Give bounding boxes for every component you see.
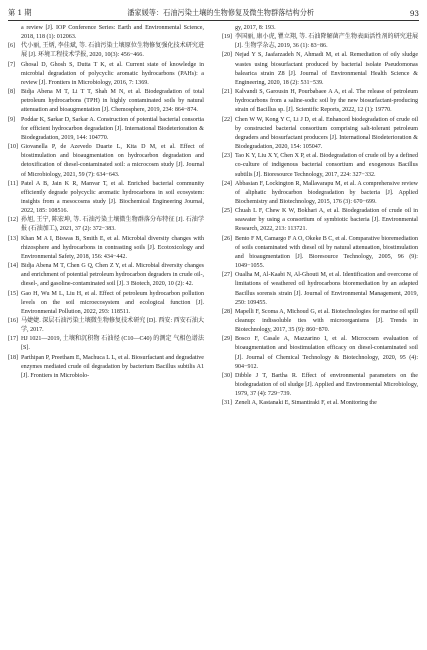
reference-number: [19]: [222, 34, 233, 41]
reference-text: Chen W W, Kong Y C, Li J D, et al. Enhanced biodegradation of crude oil by constructed bacterial consortium comprising salt-tolerant petroleum degraders and biosurfactant producers [J]. International Biodeterioration & Biodegradation, 2020, 154: 105047.: [235, 116, 418, 151]
reference-text: HJ 1021—2019, 土壤和沉积物 石油烃 (C10—C40) 的测定 气相色谱法 [S].: [21, 336, 204, 352]
reference-number: [17]: [8, 336, 19, 343]
reference-entry: [8, 180, 204, 217]
reference-text: Mapelli F, Scoma A, Michoud G, et al. Biotechnologies for marine oil spill cleanup: indissoluble ties with microorganisms [J]. Trends in Biotechnology, 2017, 35 (9): 860−870.: [235, 308, 418, 334]
reference-entry: [222, 33, 418, 51]
reference-number: [31]: [222, 400, 233, 407]
reference-text: 李国丽, 康小虎, 瞿立翔, 等. 石油降解菌产生物表面活性剂的研究进展 [J]. 生物学杂志, 2019, 36 (1): 83−86.: [235, 34, 418, 50]
reference-number: [9]: [8, 116, 16, 123]
reference-entry: [222, 372, 418, 399]
reference-number: [11]: [8, 180, 18, 187]
reference-entry: [222, 271, 418, 308]
reference-text: a review [J]. IOP Conference Series: Earth and Environmental Science, 2018, 118 (1): 012063.: [21, 25, 204, 41]
reference-entry: [8, 61, 204, 88]
reference-entry: [222, 308, 418, 335]
reference-text: Poddar K, Sarkar D, Sarkar A. Construction of potential bacterial consortia for efficient hydrocarbon degradation [J]. International Biodeterioration & Biodegradation, 2019, 144: 104770.: [21, 116, 204, 141]
reference-number: [18]: [8, 354, 19, 361]
reference-entry: [222, 335, 418, 372]
reference-number: [10]: [8, 144, 19, 151]
reference-text: Gao H, Wu M L, Liu H, et al. Effect of petroleum hydrocarbon pollution levels on the soil microecosystem and ecological function [J]. Environmental Pollution, 2022, 293: 118511.: [21, 290, 204, 315]
reference-entry: [8, 88, 204, 115]
reference-entry: [8, 42, 204, 60]
reference-number: [12]: [8, 217, 19, 224]
reference-text: Bento F M, Camargo F A O, Okeke B C, et al. Comparative bioremediation of soils contaminated with diesel oil by natural attenuation, biostimulation and bioaugmentation [J]. Bioresource Technology, 2005, 96 (9): 1049−1055.: [235, 235, 418, 270]
reference-number: [7]: [8, 61, 16, 68]
reference-number: [16]: [8, 318, 19, 324]
reference-number: [8]: [8, 89, 16, 96]
reference-entry: [222, 88, 418, 115]
reference-text: Abbasian F, Lockington R, Mallavarapu M, et al. A comprehensive review of aliphatic hydrocarbon biodegradation by bacteria [J]. Applied Biochemistry and Biotechnology, 2015, 176 (3): 670−699.: [235, 180, 418, 205]
reference-number: [28]: [222, 308, 233, 315]
issue-label: 第 1 期: [8, 8, 32, 17]
reference-entry: [222, 235, 418, 272]
reference-entry: [8, 262, 204, 289]
reference-number: [23]: [222, 153, 233, 160]
reference-number: [26]: [222, 235, 233, 242]
reference-entry: [222, 152, 418, 179]
reference-entry: [8, 335, 204, 353]
reference-entry: [8, 116, 204, 143]
reference-text: Bidja Abena M T, Chen G Q, Chen Z Y, et al. Microbial diversity changes and enrichment of potential petroleum hydrocarbon degraders in crude oil-, diesel-, and gasoline-contaminated soil [J]. 3 Biotech, 2020, 10 (2): 42.: [21, 263, 204, 288]
reference-number: [15]: [8, 290, 19, 297]
reference-text: Khan M A I, Biswas B, Smith E, et al. Microbial diversity changes with rhizosphere and hydrocarbons in contrasting soils [J]. Ecotoxicology and Environmental Safety, 2018, 156: 434−442.: [21, 235, 204, 260]
reference-entry: [8, 216, 204, 234]
reference-text: 孙旭, 王宁, 陈宏坤, 等. 石油污染土壤微生物群落分布特征 [J]. 石油学报 (石油加工), 2021, 37 (2): 372−383.: [21, 217, 204, 233]
reference-entry: [8, 354, 204, 381]
reference-text: Dibble J T, Bartha R. Effect of environmental parameters on the biodegradation of oil sludge [J]. Applied and Environmental Microbiology, 1979, 37 (4): 729−739.: [235, 372, 418, 398]
reference-text: Patel A B, Jain K R, Manvar T, et al. Enriched bacterial community efficiently degrade polycyclic aromatic hydrocarbons in soil ecosystem: insights from a mesocosms study [J]. Biochemical Engineering Journal, 2022, 185: 108516.: [21, 180, 204, 215]
reference-entry: [8, 24, 204, 42]
reference-number: [20]: [222, 52, 233, 59]
reference-entry: [8, 143, 204, 180]
reference-text: Zeneli A, Kastanaki E, Simantiraki F, et al. Monitoring the: [235, 400, 377, 407]
reference-entry: [8, 290, 204, 317]
reference-entry: [222, 399, 418, 408]
reference-entry: [222, 180, 418, 207]
reference-number: [21]: [222, 89, 233, 96]
reference-text: 代小丽, 王炳, 李佳斌, 等. 石油污染土壤原位生物修复强化技术研究进展 [J]. 环境工程技术学报, 2020, 10(3): 456−466.: [21, 43, 204, 59]
reference-text: Nejad Y S, Jaafarzadeh N, Ahmadi M, et al. Remediation of oily sludge wastes using biosurfactant produced by bacterial isolate Pseudomonas balearica strain Z8 [J]. Journal of Environmental Health Science & Engineering, 2020, 18 (2): 531−539.: [235, 52, 418, 86]
reference-entry: [222, 51, 418, 88]
reference-entry: [222, 207, 418, 234]
reference-column-left: [8, 24, 204, 381]
reference-number: [22]: [222, 116, 233, 123]
reference-number: [14]: [8, 263, 19, 270]
reference-number: [24]: [222, 180, 233, 187]
reference-text: Chuah L F, Chew K W, Bokhari A, et al. Biodegradation of crude oil in seawater by using a consortium of symbiotic bacteria [J]. Environmental Research, 2022, 213: 113721.: [235, 208, 418, 233]
reference-text: Tao K Y, Liu X Y, Chen X P, et al. Biodegradation of crude oil by a defined co-culture of indigenous bacterial consortium and exogenous Bacillus subtilis [J]. Bioresource Technology, 2017, 224: 327−332.: [235, 153, 418, 178]
reference-number: [27]: [222, 272, 233, 279]
reference-number: [29]: [222, 336, 233, 343]
reference-entry: [8, 235, 204, 262]
reference-entry: [222, 116, 418, 153]
reference-text: Parthipan P, Preetham E, Machuca L L, et al. Biosurfactant and degradative enzymes mediated crude oil degradation by bacterium Bacillus subtilis A1 [J]. Frontiers in Microbiolo-: [21, 354, 204, 379]
page-number: 93: [409, 9, 419, 18]
reference-number: [13]: [8, 235, 19, 242]
reference-number: [25]: [222, 208, 233, 215]
reference-entry: [8, 317, 204, 335]
reference-text: Bidja Abena M T, Li T T, Shah M N, et al. Biodegradation of total petroleum hydrocarbons (TPH) in highly contaminated soils by natural attenuation and bioaugmentation [J]. Chemosphere, 2019, 234: 864−874.: [21, 89, 204, 114]
reference-text: Oualha M, Al-Kaabi N, Al-Ghouti M, et al. Identification and overcome of limitations of weathered oil hydrocarbons bioremediation by an adapted Bacillus sorensis strain [J]. Journal of Environmental Management, 2019, 250: 109455.: [235, 272, 418, 306]
reference-text: Kalvandi S, Garousin H, Pourbabaee A A, et al. The release of petroleum hydrocarbons from a saline-sodic soil by the new biosurfactant-producing strain of Bacillus sp. [J]. Scientific Reports, 2022, 12 (1): 19770.: [235, 89, 418, 114]
reference-text: Giovanella P, de Azevedo Duarte L, Kita D M, et al. Effect of biostimulation and bioaugmentation on hydrocarbon degradation and detoxification of diesel-contaminated soil: a microcosm study [J]. Journal of Microbiology, 2021, 59 (7): 634−643.: [21, 144, 204, 178]
reference-text: gy, 2017, 8: 193.: [235, 25, 276, 31]
reference-column-right: [222, 24, 418, 409]
reference-text: 马婕婕. 深层石油污染土壤微生物修复技术研究 [D]. 西安: 西安石油大学, 2017.: [21, 318, 204, 334]
reference-number: [30]: [222, 372, 233, 379]
reference-number: [6]: [8, 43, 16, 50]
reference-text: Bosco F, Casale A, Mazzarino I, et al. Microcosm evaluation of bioaugmentation and biostimulation efficacy on diesel-contaminated soil [J]. Journal of Chemical Technology & Biotechnology, 2020, 95 (4): 904−912.: [235, 336, 418, 370]
reference-text: Ghosal D, Ghosh S, Dutta T K, et al. Current state of knowledge in microbial degradation of polycyclic aromatic hydrocarbons (PAHs): a review [J]. Frontiers in Microbiology, 2016, 7: 1369.: [21, 61, 204, 86]
reference-entry: [222, 24, 418, 33]
running-title: 潘家媛等：石油污染土壤的生物修复及微生物群落结构分析: [127, 8, 315, 17]
running-header: [8, 4, 419, 21]
